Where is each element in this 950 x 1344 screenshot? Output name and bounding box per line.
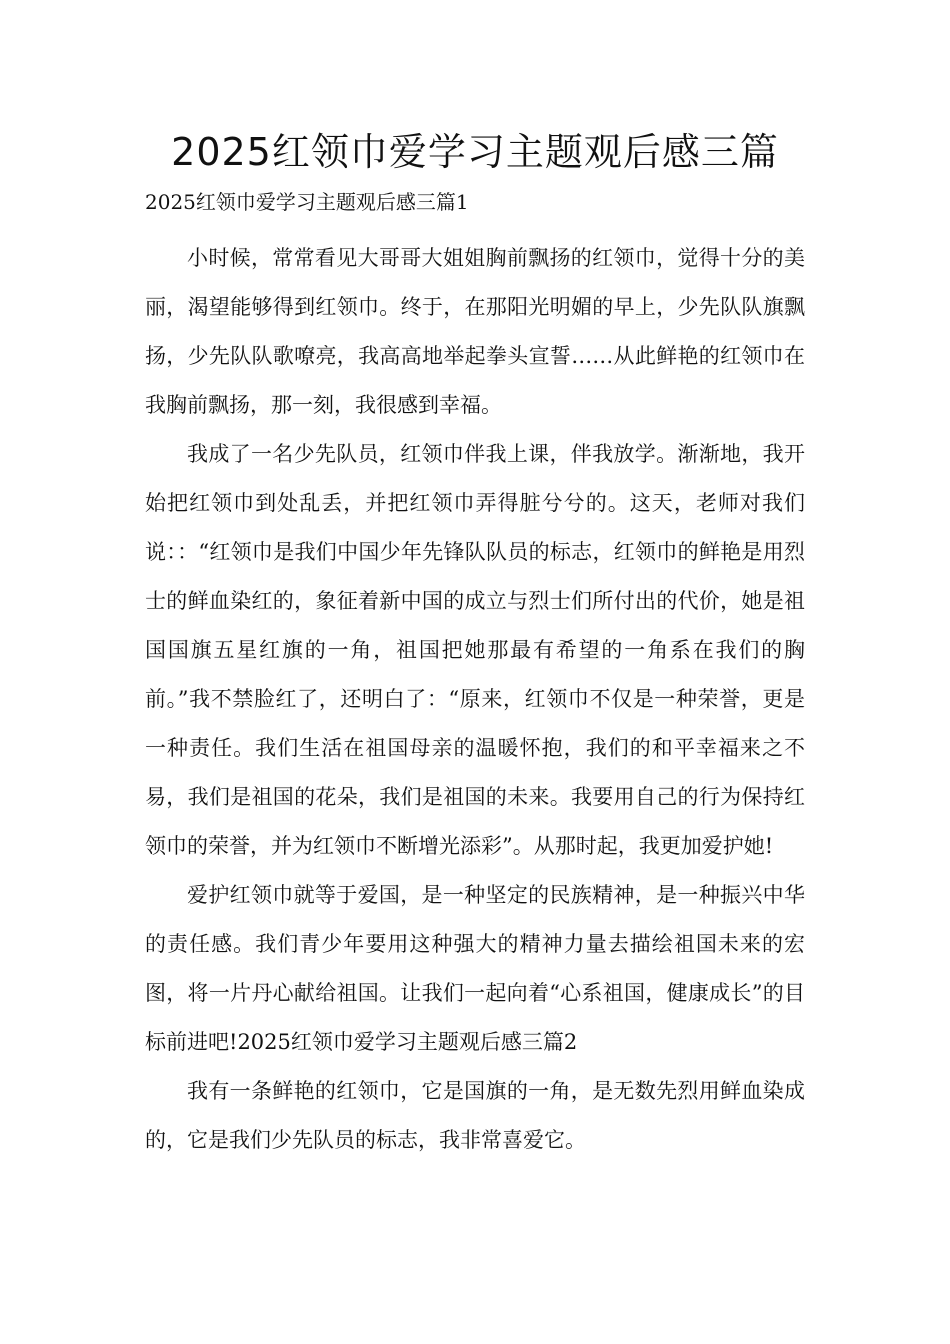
paragraph-1: 小时候，常常看见大哥哥大姐姐胸前飘扬的红领巾，觉得十分的美丽，渴望能够得到红领巾。终于，在那阳光明媚的早上，少先队队旗飘扬，少先队队歌嘹亮，我高高地举起拳头宣誓……从此鲜艳的红领巾在我胸前飘扬，那一刻，我很感到幸福。 <box>145 246 805 417</box>
section-heading: 2025红领巾爱学习主题观后感三篇1 <box>145 190 469 214</box>
paragraph-4: 我有一条鲜艳的红领巾，它是国旗的一角，是无数先烈用鲜血染成的，它是我们少先队员的标志，我非常喜爱它。 <box>145 1079 805 1152</box>
paragraph-3: 爱护红领巾就等于爱国，是一种坚定的民族精神，是一种振兴中华的责任感。我们青少年要用这种强大的精神力量去描绘祖国未来的宏图，将一片丹心献给祖国。让我们一起向着“心系祖国，健康成长”的目标前进吧!2025红领巾爱学习主题观后感三篇2 <box>145 883 805 1054</box>
document-body <box>145 234 805 1165</box>
document-title: 2025红领巾爱学习主题观后感三篇 <box>171 130 779 174</box>
paragraph-2: 我成了一名少先队员，红领巾伴我上课，伴我放学。渐渐地，我开始把红领巾到处乱丢，并把红领巾弄得脏兮兮的。这天，老师对我们说：：“红领巾是我们中国少年先锋队队员的标志，红领巾的鲜艳是用烈士的鲜血染红的，象征着新中国的成立与烈士们所付出的代价，她是祖国国旗五星红旗的一角，祖国把她那最有希望的一角系在我们的胸前。”我不禁脸红了，还明白了：“原来，红领巾不仅是一种荣誉，更是一种责任。我们生活在祖国母亲的温暖怀抱，我们的和平幸福来之不易，我们是祖国的花朵，我们是祖国的未来。我要用自己的行为保持红领巾的荣誉，并为红领巾不断增光添彩”。从那时起，我更加爱护她! <box>145 442 805 858</box>
